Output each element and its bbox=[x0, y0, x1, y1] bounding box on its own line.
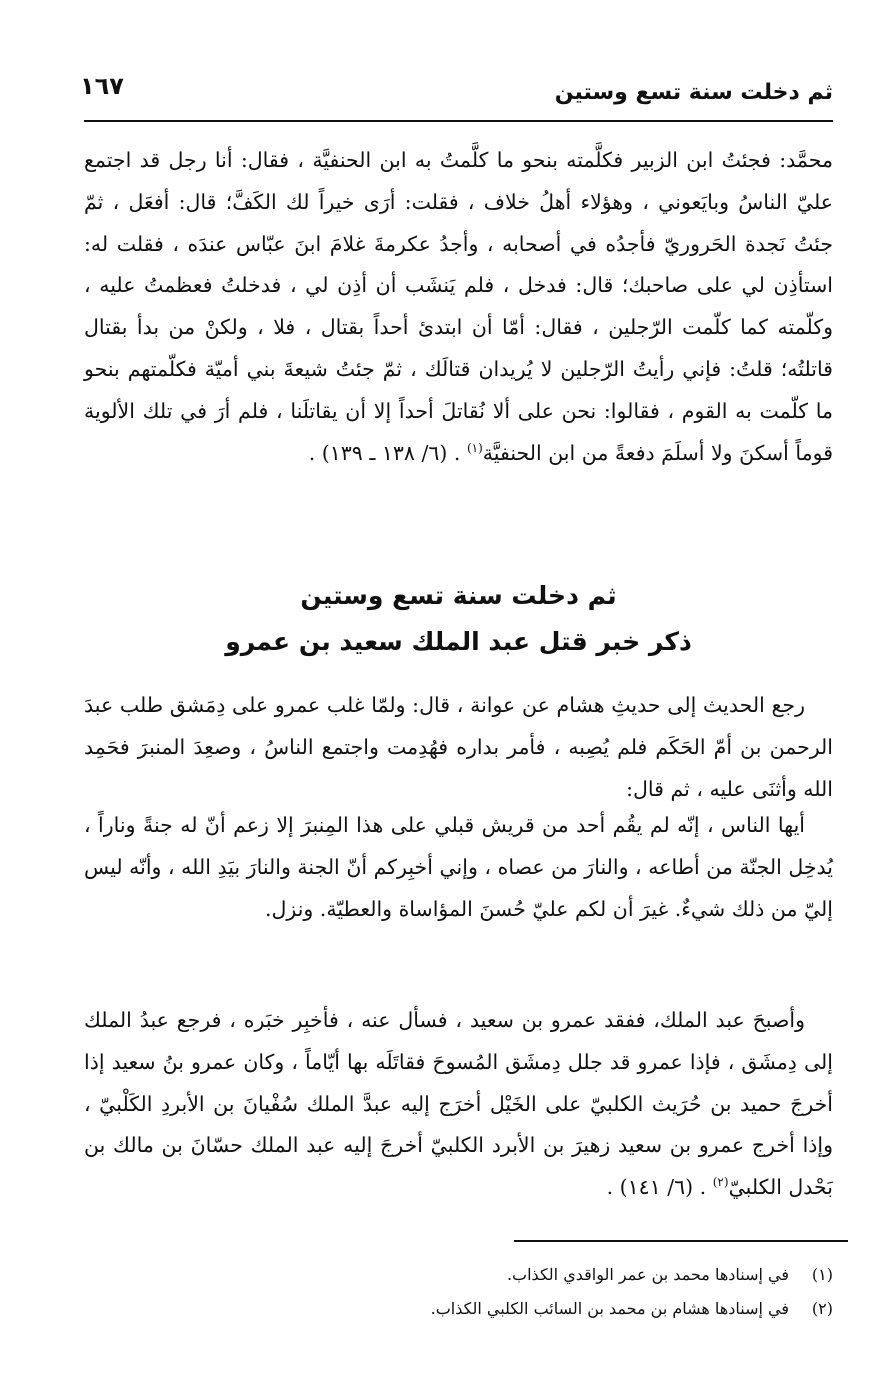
section-heading-year: ثم دخلت سنة تسع وستين bbox=[300, 581, 617, 610]
paragraph-4 bbox=[84, 1000, 833, 1209]
citation-1: . (٦/ ١٣٨ ـ ١٣٩) . bbox=[308, 440, 461, 465]
paragraph-continuation bbox=[84, 140, 833, 474]
footnotes bbox=[84, 1258, 833, 1326]
citation-2: . (٦/ ١٤١) . bbox=[606, 1175, 707, 1200]
running-title: ثم دخلت سنة تسع وستين bbox=[554, 80, 833, 105]
footnote-2-text: في إسنادها هشام بن محمد بن السائب الكلبي الكذاب. bbox=[430, 1299, 789, 1318]
header-rule bbox=[84, 120, 833, 122]
paragraph-3: أيها الناس ، إنّه لم يقُم أحد من قريش قبلي على هذا المِنبرَ إلا زعم أنّ له جنةً وناراً ، يُدخِل الجنّة من أطاعه ، والنارَ من عصاه ، وإني أخبِركم أنّ الجنة والنارَ بيَدِ الله ، وأنّه ليس إليّ من ذلك شيءٌ. غيرَ أن لكم عليّ حُسنَ المؤاساة والعطيّة. ونزل. bbox=[84, 813, 833, 921]
footnote-marker-1: (١) bbox=[466, 440, 483, 455]
page-number: ١٦٧ bbox=[80, 72, 124, 100]
paragraph-1 bbox=[84, 140, 833, 474]
footnote-1 bbox=[84, 1258, 833, 1292]
footnote-rule bbox=[514, 1240, 848, 1242]
footnote-2 bbox=[84, 1292, 833, 1326]
footnote-marker-2: (٢) bbox=[712, 1175, 729, 1190]
footnote-2-number: (٢) bbox=[811, 1299, 833, 1318]
page-header bbox=[80, 66, 833, 116]
section-heading-event: ذكر خبر قتل عبد الملك سعيد بن عمرو bbox=[225, 627, 692, 656]
paragraph-4-text: وأصبحَ عبد الملك، ففقد عمرو بن سعيد ، فسأل عنه ، فأخبِر خبَره ، فرجع عبدُ الملك إلى دِمشَق ، فإذا عمرو قد جلل دِمشَق المُسوحَ فقاتَلَه بها أيّاماً ، وكان عمرو بنُ سعيد إذا أخرجَ حميد بن حُرَيث الكلبيّ على الخَيْل أخرَج إليه عبدَّ الملك سُفْيانَ بن الأبردِ الكَلْبيّ ، وإذا أخرج عمرو بن سعيد زهيرَ بن الأبرد الكلبيّ أخرجَ إليه عبد الملك حسّانَ بن مالك بن بَحْدل الكلبيّ bbox=[84, 1008, 833, 1200]
paragraph-1-text: محمَّد: فجئتُ ابن الزبير فكلَّمته بنحو ما كلَّمتُ به ابن الحنفيَّة ، فقال: أنا رجل قد اجتمع عليّ الناسُ وبايَعوني ، وهؤلاء أهلُ خلاف ، فقلت: أرَى خيراً لك الكَفَّ؛ قال: أفعَل ، ثمّ جئتُ نَجدة الحَروريّ فأجدُه في أصحابه ، وأجدُ عكرمةَ غلامَ ابنَ عبّاس عندَه ، فقلت له: استأذِن لي على صاحبك؛ قال: فدخل ، فلم يَنشَب أن أذِن لي ، فدخلتُ فعظمتُ عليه ، وكلّمته كما كلّمت الرّجلين ، فقال: أمّا أن ابتدئ أحداً بقتال ، فلا ، ولكنْ من بدأ بقتال قاتلتُه؛ قلتُ: فإني رأيتُ الرّجلين لا يُريدان قتالَك ، ثمّ جئتُ شيعةَ بني أميّة فكلّمتهم بنحو ما كلّمت به القوم ، فقالوا: نحن على ألا نُقاتلَ أحداً إلا أن يقاتلَنا ، فلم أرَ في تلك الألوية قوماً أسكنَ ولا أسلَمَ دفعةً من ابن الحنفيَّة bbox=[84, 148, 833, 465]
paragraph-2: رجع الحديث إلى حديثِ هشام عن عوانة ، قال: ولمّا غلب عمرو على دِمَشق طلب عبدَ الرحمن بن أمّ الحَكَم فلم يُصِبه ، فأمر بداره فهُدِمت واجتمع الناسُ ، وصعِدَ المنبرَ فحَمِد الله وأثنَى عليه ، ثم قال: bbox=[84, 693, 833, 801]
paragraph-4-block bbox=[84, 1000, 833, 1209]
paragraph-2-block bbox=[84, 685, 833, 810]
footnote-1-text: في إسنادها محمد بن عمر الواقدي الكذاب. bbox=[506, 1265, 789, 1284]
paragraph-3-block bbox=[84, 805, 833, 930]
footnote-1-number: (١) bbox=[811, 1265, 833, 1284]
